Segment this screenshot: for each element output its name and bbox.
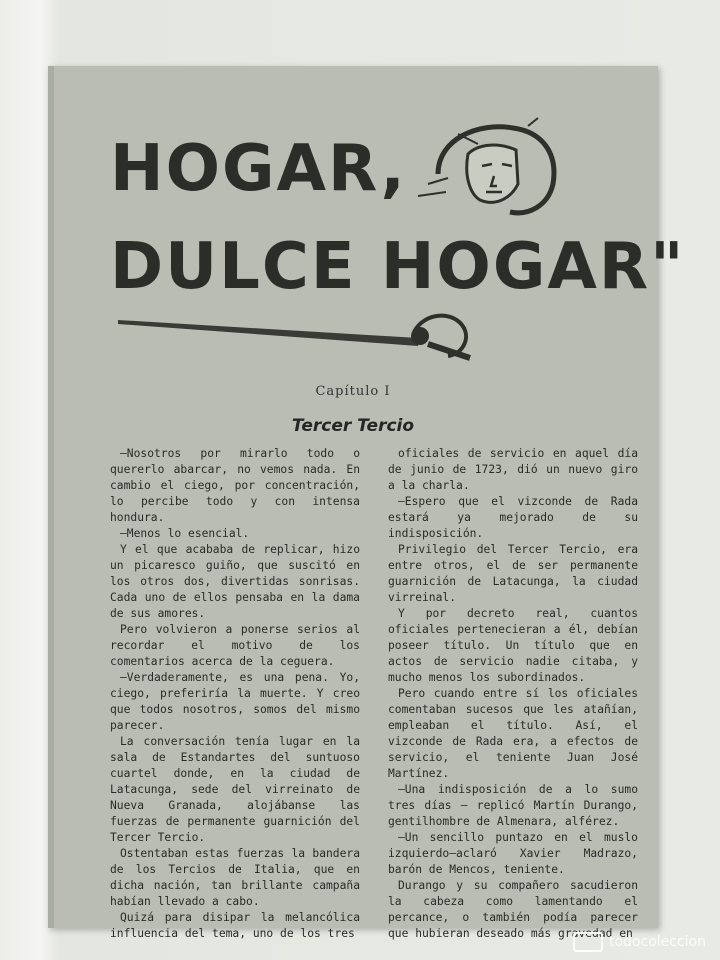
paragraph: —Verdaderamente, es una pena. Yo, ciego, preferiría la muerte. Y creo que todos nosotros, somos del mismo parecer.: [110, 671, 360, 732]
watermark-logo-icon: [573, 932, 603, 952]
paragraph: Pero cuando entre sí los oficiales comentaban sucesos que les atañían, empleaban el título. Así, el vizconde de Rada era, a efectos de servicio, el teniente Juan José Martínez.: [388, 687, 638, 780]
paragraph: oficiales de servicio en aquel día de junio de 1723, dió un nuevo giro a la charla.: [388, 447, 638, 492]
page-spine-edge: [48, 66, 54, 928]
paragraph: Y por decreto real, cuantos oficiales pertenecieran a él, debían poseer título. Un título que en actos de servicio nadie citaba, y mucho menos los subordinados.: [388, 607, 638, 684]
paragraph: —Menos lo esencial.: [120, 527, 250, 540]
right-text-column: [388, 446, 638, 942]
paragraph: La conversación tenía lugar en la sala de Estandartes del suntuoso cuartel donde, en la ciudad de Latacunga, sede del virreinato de Nueva Granada, alojábanse las fuerzas de permanente guarnición del Tercer Tercio.: [110, 735, 360, 844]
chapter-heading: Capítulo I: [315, 384, 391, 399]
left-text-column: [110, 446, 360, 942]
paragraph: Y el que acababa de replicar, hizo un picaresco guiño, que suscitó en los otros dos, divertidas sonrisas. Cada uno de ellos pensaba en la dama de sus amores.: [110, 543, 360, 620]
portrait-illustration-icon: [398, 114, 568, 224]
paragraph: Pero volvieron a ponerse serios al recordar el motivo de los comentarios acerca de la ceguera.: [110, 623, 360, 668]
paragraph: —Un sencillo puntazo en el muslo izquierdo—aclaró Xavier Madrazo, barón de Mencos, teniente.: [388, 831, 638, 876]
paragraph: Durango y su compañero sacudieron la cabeza como lamentando el percance, o también podía parecer que hubieran deseado más gravedad en: [388, 879, 638, 940]
title-line-1: HOGAR,: [110, 132, 407, 206]
watermark-text: todocoleccion: [609, 934, 706, 950]
title-line-2: DULCE HOGAR": [110, 230, 686, 304]
paragraph: —Espero que el vizconde de Rada estará ya mejorado de su indisposición.: [388, 495, 638, 540]
section-title: Tercer Tercio: [291, 416, 415, 436]
paragraph: Privilegio del Tercer Tercio, era entre otros, el de ser permanente guarnición de Latacunga, la ciudad virreinal.: [388, 543, 638, 604]
paragraph: Quizá para disipar la melancólica influencia del tema, uno de los tres: [110, 911, 360, 940]
paragraph: Ostentaban estas fuerzas la bandera de los Tercios de Italia, que en dicha nación, tan brillante campaña habían llevado a cabo.: [110, 847, 360, 908]
paragraph: —Nosotros por mirarlo todo o quererlo abarcar, no vemos nada. En cambio el ciego, por concentración, lo percibe todo y con intensa hondura.: [110, 447, 360, 524]
paragraph: —Una indisposición de a lo sumo tres días — replicó Martín Durango, gentilhombre de Almenara, alférez.: [388, 783, 638, 828]
watermark: [573, 932, 706, 952]
sword-illustration-icon: [118, 298, 478, 368]
book-page: [48, 66, 686, 940]
